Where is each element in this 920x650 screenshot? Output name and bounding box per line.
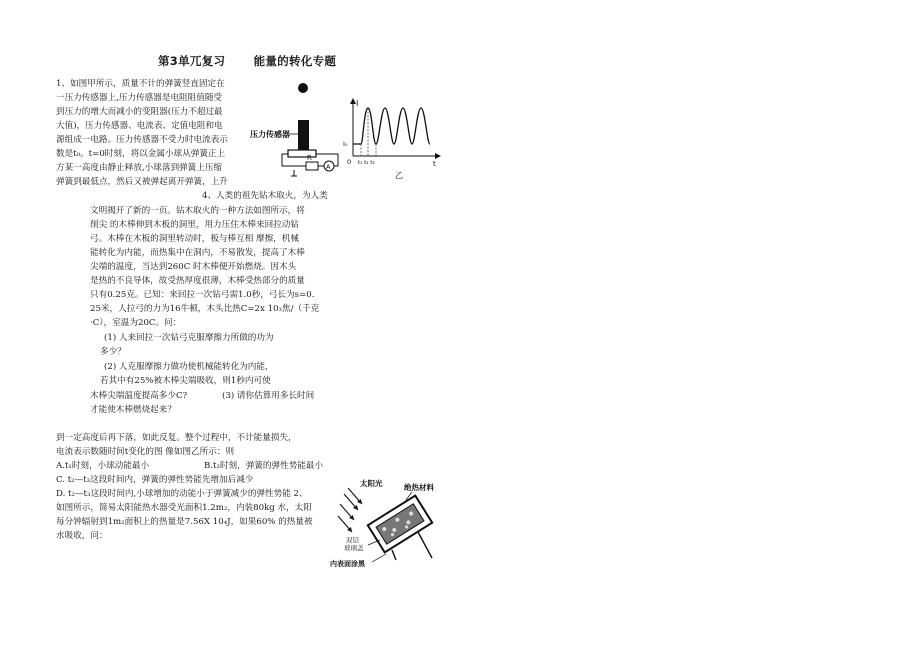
metal-ball [298,83,308,93]
q2-line-1: 如图所示，简易太阳能热水器受光面积1.2m₂，内装80kg 水，太阳 [56,503,312,513]
q4-line-4: 能转化为内能，而热集中在洞内，不易散发，提高了木棒 [90,248,305,258]
caption-right: 乙 [395,171,403,180]
q1-continuation-1: 到一定高度后再下落，如此反复。整个过程中，不计能量损失， [56,433,297,443]
figure-solar-heater [330,476,450,568]
origin-label: 0 [347,158,352,166]
axis-i-label: I [356,99,359,108]
q1-option-d: D. t₂—t₃这段时间内,小球增加的动能小于弹簧减少的弹性势能 2、 [56,489,308,499]
q4-line-2: 削尖 的木棒伸到木板的洞里，用力压住木棒来回拉动钻 [90,220,299,230]
q1-line-5: 源组成一电路。压力传感器不受力时电流表示 [56,135,228,145]
glass-label-1: 双层 [346,536,359,544]
q4-line-9: ·C），室温为20C。问： [90,318,182,328]
i0-label: I₀ [343,140,348,148]
q4-line-1: 文明揭开了新的一页。钻木取火的一种方法如图所示，将 [90,206,305,216]
ammeter-label: A [326,163,331,171]
q1-option-b: B.t₂时刻，弹簧的弹性势能最小 [204,461,324,471]
q4-header: 4、人类的祖先钻木取火，为人类 [202,191,328,201]
q4-line-3: 弓。木棒在木板的洞里转动时，板与棒互相 摩擦，机械 [90,234,299,244]
q1-line-7: 方某一高度由静止释放,小球落到弹簧上压缩 [56,163,223,173]
q1-line-2: 一压力传感器上,压力传感器是电阻阻值随受 [56,93,223,103]
q4-sub2-c: 木棒尖端温度提高多少C? [90,391,188,401]
q2-line-3: 水吸收，问： [56,531,108,541]
title-left: 第3单兀复习 [158,54,226,68]
sunlight-label: 太阳光 [360,479,383,488]
q4-sub2-b: 若其中有25%被木棒尖端吸收，则1秒内可使 [100,376,271,386]
q4-sub2-a: (2) 人克服摩擦力做功使机械能转化为内能， [104,362,274,372]
q1-option-c: C. t₂—t₃这段时间内，弹簧的弹性势能先增加后减少 [56,475,254,485]
t-axis-label: t [433,160,436,168]
q1-line-4: 大值)，压力传感器、电流表、定值电阻和电 [56,121,223,131]
t-labels: t₁ t₂ t₃ [358,160,375,166]
q4-sub1-b: 多少？ [100,347,126,357]
current-curve [353,108,430,144]
inner-coating-label: 内表面涂黑 [330,560,365,568]
q4-sub3-b: 才能使木棒燃烧起来？ [90,405,176,415]
q4-line-5: 尖端的温度，当达到260C 时木棒便开始燃烧。因木头 [90,262,297,272]
q1-option-a: A.t₁时刻，小球动能最小 [56,461,150,471]
sun-rays [338,488,362,532]
q1-continuation-2: 电流表示数随时间t变化的图 像如图乙所示：则 [56,447,235,457]
q4-line-6: 是热的不良导体，故受热厚度很薄，木棒受热部分的质量 [90,276,305,286]
page-title [158,53,336,69]
q1-line-8: 弹簧到最低点，然后又被弹起离开弹簧，上升 [56,177,228,187]
figure-current-graph [343,96,443,180]
insulation-label: 绝热材料 [404,483,434,492]
q4-sub1-a: (1) 人来回拉一次钻弓克服摩擦力所做的功为 [104,333,274,343]
sensor-label: 压力传感器 [250,130,290,139]
resistor-label: R [307,154,312,162]
q2-line-2: 每分钟辐射到1m₂面积上的热量是7.56X 10₄J，如果60% 的热量被 [56,517,313,527]
q1-line-3: 到压力的增大而减小的变阻器(压力不超过最 [56,107,223,117]
q4-line-8: 25米，人拉弓的力为16牛顿，木头比热C=2x 10₃焦/（千克 [90,304,320,314]
resistor [306,162,318,170]
q1-line-6: 数是t₀。t=0时刻，将以金属小球从弹簧正上 [56,149,226,159]
q4-line-7: 只有0.25克。已知：来回拉一次钻弓需1.0秒，弓长为s=0. [90,290,315,300]
q4-sub3-a: (3) 请你估算用多长时间 [222,391,315,401]
glass-label-2: 玻璃盖 [344,544,364,552]
figure-spring-circuit [248,78,343,178]
title-right: 能量的转化专题 [253,54,337,68]
spring [298,120,309,150]
q1-line-1: 1、如图甲所示，质量不计的弹簧竖直固定在 [56,79,225,89]
